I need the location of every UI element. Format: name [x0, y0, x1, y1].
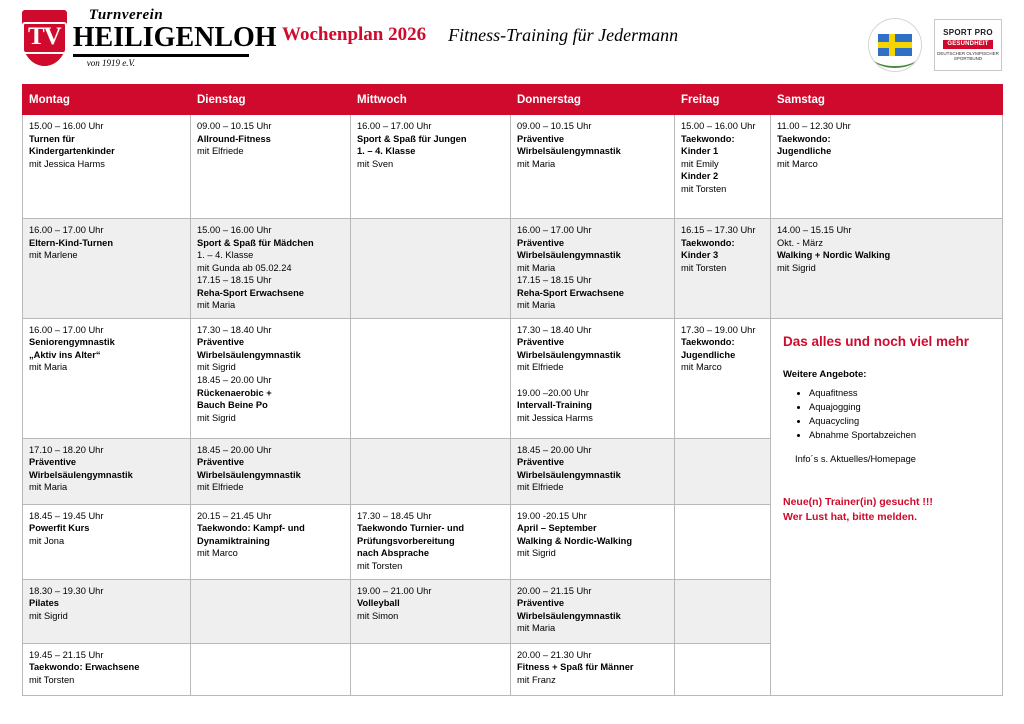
info-offers-list — [809, 387, 992, 443]
course-time-line: 19.00 -20.15 Uhr — [517, 510, 587, 521]
course-detail-line: Turnen für — [29, 133, 75, 144]
course-detail-line: Reha-Sport Erwachsene — [517, 287, 624, 298]
course-time-line: mit Maria — [517, 300, 556, 311]
certification-badges — [868, 8, 1002, 72]
course-time-line: mit Elfriede — [197, 482, 244, 493]
table-header-row — [23, 85, 1003, 115]
course-entry — [197, 444, 344, 494]
schedule-cell — [191, 643, 351, 695]
course-detail-line: Allround-Fitness — [197, 133, 271, 144]
course-time-line: mit Marco — [681, 362, 722, 373]
course-detail-line: Wirbelsäulengymnastik — [29, 469, 133, 480]
schedule-cell — [23, 219, 191, 319]
schedule-cell — [675, 318, 771, 438]
course-entry — [197, 224, 344, 312]
course-time-line: mit Maria — [517, 623, 556, 634]
page-subtitle: Fitness-Training für Jedermann — [448, 24, 679, 45]
info-panel-cell — [771, 318, 1003, 695]
course-time-line: mit Sigrid — [517, 548, 556, 559]
course-time-line: mit Jona — [29, 535, 65, 546]
course-time-line: 17.30 – 19.00 Uhr — [681, 324, 756, 335]
course-time-line: 19.00 – 21.00 Uhr — [357, 585, 432, 596]
sport-pro-gesundheit-badge — [934, 19, 1002, 71]
course-detail-line: Präventive — [517, 598, 565, 609]
logo-shield-icon — [22, 10, 67, 66]
course-detail-line: Walking & Nordic-Walking — [517, 535, 633, 546]
course-detail-line: Präventive — [517, 337, 565, 348]
schedule-cell — [675, 504, 771, 579]
course-detail-line: Kindergartenkinder — [29, 146, 115, 157]
course-time-line: mit Torsten — [681, 262, 727, 273]
course-detail-line: Taekwondo: — [777, 133, 831, 144]
schedule-cell — [675, 579, 771, 643]
column-header-donnerstag: Donnerstag — [511, 85, 675, 115]
table-row — [23, 115, 1003, 219]
schedule-cell — [191, 438, 351, 504]
schedule-cell — [191, 318, 351, 438]
course-entry — [517, 649, 668, 687]
course-time-line: mit Maria — [517, 158, 556, 169]
schedule-cell — [511, 504, 675, 579]
course-detail-line: nach Absprache — [357, 548, 429, 559]
course-detail-line: Pilates — [29, 598, 59, 609]
course-time-line: 17.30 – 18.40 Uhr — [517, 324, 592, 335]
course-detail-line: Taekwondo Turnier- und — [357, 523, 465, 534]
course-entry — [197, 120, 344, 158]
course-time-line: mit Maria — [197, 300, 236, 311]
schedule-cell — [675, 115, 771, 219]
schedule-cell — [771, 219, 1003, 319]
course-detail-line: „Aktiv ins Alter“ — [29, 349, 101, 360]
course-time-line: mit Maria — [29, 362, 68, 373]
schedule-cell — [351, 115, 511, 219]
course-time-line: 19.00 –20.00 Uhr — [517, 387, 589, 398]
course-detail-line: Präventive — [29, 457, 77, 468]
course-time-line: 17.30 – 18.45 Uhr — [357, 510, 432, 521]
table-row — [23, 219, 1003, 319]
course-time-line: mit Maria — [29, 482, 68, 493]
course-entry — [29, 444, 184, 494]
course-time-line: mit Torsten — [357, 561, 403, 572]
schedule-cell — [351, 219, 511, 319]
course-entry — [357, 120, 504, 170]
column-header-dienstag: Dienstag — [191, 85, 351, 115]
course-detail-line: Volleyball — [357, 598, 400, 609]
course-time-line: 16.00 – 17.00 Uhr — [357, 121, 432, 131]
course-detail-line: Kinder 3 — [681, 250, 719, 261]
course-time-line: mit Sigrid — [197, 362, 236, 373]
badge-sport-pro-label: SPORT PRO — [943, 28, 993, 38]
course-detail-line: Kinder 1 — [681, 146, 719, 157]
course-entry — [517, 585, 668, 635]
schedule-cell — [351, 318, 511, 438]
course-entry — [357, 585, 504, 623]
course-detail-line: Präventive — [517, 457, 565, 468]
info-homepage-note: Info´s s. Aktuelles/Homepage — [795, 453, 916, 464]
course-detail-line: Präventive — [517, 237, 565, 248]
course-entry — [777, 120, 996, 170]
course-detail-line: Präventive — [197, 457, 245, 468]
schedule-cell — [351, 438, 511, 504]
course-time-line: 15.00 – 16.00 Uhr — [197, 225, 272, 235]
course-time-line: mit Sigrid — [197, 412, 236, 423]
schedule-cell — [23, 318, 191, 438]
schedule-cell — [23, 579, 191, 643]
course-entry — [517, 324, 668, 424]
course-detail-line: Seniorengymnastik — [29, 337, 115, 348]
course-detail-line: Taekwondo: — [681, 237, 735, 248]
logo-name: HEILIGENLOH — [72, 22, 277, 53]
course-time-line: mit Elfriede — [517, 482, 564, 493]
course-detail-line: Wirbelsäulengymnastik — [517, 250, 621, 261]
course-entry — [681, 324, 764, 374]
course-entry — [517, 510, 668, 560]
schedule-cell — [351, 643, 511, 695]
logo-wordmark — [73, 8, 277, 68]
schedule-table-wrapper — [0, 84, 1024, 696]
course-detail-line: Wirbelsäulengymnastik — [517, 146, 621, 157]
course-time-line: 15.00 – 16.00 Uhr — [681, 121, 756, 131]
course-entry — [29, 120, 184, 170]
schedule-cell — [191, 504, 351, 579]
course-detail-line: Wirbelsäulengymnastik — [517, 610, 621, 621]
schedule-cell — [511, 115, 675, 219]
course-entry — [517, 444, 668, 494]
course-detail-line: Taekwondo: Erwachsene — [29, 662, 140, 673]
course-detail-line: Wirbelsäulengymnastik — [197, 469, 301, 480]
course-detail-line: Kinder 2 — [681, 171, 719, 182]
course-entry — [357, 510, 504, 573]
course-time-line: mit Marco — [197, 548, 238, 559]
course-time-line: 17.15 – 18.15 Uhr — [517, 275, 592, 286]
table-body — [23, 115, 1003, 696]
column-header-freitag: Freitag — [675, 85, 771, 115]
schedule-cell — [675, 438, 771, 504]
trainer-recruitment-note — [783, 495, 992, 525]
course-time-line: mit Franz — [517, 674, 556, 685]
course-time-line: 19.45 – 21.15 Uhr — [29, 649, 104, 660]
course-detail-line: Präventive — [197, 337, 245, 348]
course-time-line: 1. – 4. Klasse — [197, 250, 254, 261]
course-time-line: 18.45 – 20.00 Uhr — [197, 375, 272, 386]
course-time-line: mit Elfriede — [517, 362, 564, 373]
schedule-cell — [23, 438, 191, 504]
schedule-cell — [351, 504, 511, 579]
schedule-cell — [511, 643, 675, 695]
course-time-line: mit Marlene — [29, 250, 78, 261]
course-detail-line: Sport & Spaß für Jungen — [357, 133, 467, 144]
schedule-cell — [511, 318, 675, 438]
course-detail-line: Taekwondo: — [681, 133, 735, 144]
logo-divider — [73, 54, 249, 57]
seal-wreath-icon — [872, 46, 918, 68]
course-entry — [197, 510, 344, 560]
course-time-line: 16.00 – 17.00 Uhr — [29, 324, 104, 335]
schedule-cell — [511, 579, 675, 643]
course-detail-line: April – September — [517, 523, 597, 534]
course-entry — [681, 120, 764, 195]
logo-club-line: Turnverein — [88, 7, 164, 23]
course-entry — [29, 510, 184, 548]
course-time-line: mit Maria — [517, 262, 556, 273]
column-header-montag: Montag — [23, 85, 191, 115]
course-detail-line: Intervall-Training — [517, 400, 592, 411]
course-time-line: 17.30 – 18.40 Uhr — [197, 324, 272, 335]
course-time-line — [517, 374, 668, 387]
course-detail-line: Bauch Beine Po — [197, 400, 268, 411]
schedule-cell — [191, 115, 351, 219]
schedule-cell — [191, 219, 351, 319]
course-detail-line: Jugendliche — [681, 349, 736, 360]
course-time-line: 18.45 – 20.00 Uhr — [197, 444, 272, 455]
course-time-line: mit Torsten — [29, 674, 75, 685]
course-time-line: Okt. - März — [777, 237, 823, 248]
course-detail-line: Sport & Spaß für Mädchen — [197, 237, 314, 248]
list-item: • Abnahme Sportabzeichen — [809, 429, 992, 443]
logo-founded: von 1919 e.V. — [86, 58, 136, 68]
sport-quality-seal-icon — [868, 18, 922, 72]
course-detail-line: Fitness + Spaß für Männer — [517, 662, 634, 673]
course-time-line: 18.30 – 19.30 Uhr — [29, 585, 104, 596]
schedule-cell — [23, 504, 191, 579]
course-time-line: 18.45 – 19.45 Uhr — [29, 510, 104, 521]
badge-gesundheit-label: GESUNDHEIT — [943, 40, 992, 49]
course-detail-line: Eltern-Kind-Turnen — [29, 237, 114, 248]
course-entry — [29, 585, 184, 623]
course-entry — [29, 649, 184, 687]
course-time-line: mit Emily — [681, 158, 719, 169]
course-time-line: mit Jessica Harms — [29, 158, 105, 169]
list-item: • Aquajogging — [809, 401, 992, 415]
course-detail-line: Powerfit Kurs — [29, 523, 90, 534]
schedule-cell — [675, 219, 771, 319]
schedule-cell — [351, 579, 511, 643]
course-entry — [29, 324, 184, 374]
course-detail-line: Wirbelsäulengymnastik — [197, 349, 301, 360]
recruit-line-2: Wer Lust hat, bitte melden. — [783, 511, 917, 524]
course-time-line: 14.00 – 15.15 Uhr — [777, 225, 852, 235]
info-subheading: Weitere Angebote: — [783, 369, 867, 381]
course-time-line: 20.00 – 21.30 Uhr — [517, 649, 592, 660]
header-titles — [252, 8, 868, 46]
course-detail-line: 1. – 4. Klasse — [357, 146, 416, 157]
table-row — [23, 318, 1003, 438]
badge-dosb-label: DEUTSCHER OLYMPISCHER SPORTBUND — [937, 51, 999, 62]
list-item: • Aquafitness — [809, 387, 992, 401]
course-time-line: 09.00 – 10.15 Uhr — [517, 121, 592, 131]
course-detail-line: Jugendliche — [777, 146, 832, 157]
course-detail-line: Wirbelsäulengymnastik — [517, 469, 621, 480]
column-header-mittwoch: Mittwoch — [351, 85, 511, 115]
course-time-line: 20.15 – 21.45 Uhr — [197, 510, 272, 521]
weekly-schedule-table — [22, 84, 1003, 696]
schedule-cell — [511, 438, 675, 504]
schedule-cell — [771, 115, 1003, 219]
course-entry — [197, 324, 344, 424]
course-time-line: mit Torsten — [681, 183, 727, 194]
course-entry — [777, 224, 996, 274]
course-time-line: 16.00 – 17.00 Uhr — [29, 225, 104, 235]
course-detail-line: Walking + Nordic Walking — [777, 250, 891, 261]
course-detail-line: Prüfungsvorbereitung — [357, 535, 455, 546]
course-entry — [29, 224, 184, 262]
course-entry — [517, 120, 668, 170]
course-detail-line: Rückenaerobic + — [197, 387, 272, 398]
recruit-line-1: Neue(n) Trainer(in) gesucht !!! — [783, 496, 933, 509]
logo-mark-text: TV — [22, 22, 67, 53]
schedule-cell — [23, 643, 191, 695]
club-logo — [22, 7, 277, 68]
course-time-line: mit Elfriede — [197, 146, 244, 157]
course-time-line: 16.15 – 17.30 Uhr — [681, 225, 756, 235]
page-title: Wochenplan 2026 — [282, 24, 427, 45]
course-entry — [681, 224, 764, 274]
course-time-line: 15.00 – 16.00 Uhr — [29, 121, 104, 131]
column-header-samstag: Samstag — [771, 85, 1003, 115]
course-detail-line: Taekwondo: — [681, 337, 735, 348]
course-time-line: mit Sigrid — [29, 610, 68, 621]
course-time-line: 09.00 – 10.15 Uhr — [197, 121, 272, 131]
course-time-line: mit Sigrid — [777, 262, 816, 273]
course-time-line: mit Jessica Harms — [517, 412, 593, 423]
course-time-line: 11.00 – 12.30 Uhr — [777, 121, 851, 131]
course-time-line: 18.45 – 20.00 Uhr — [517, 444, 592, 455]
course-detail-line: Taekwondo: Kampf- und — [197, 523, 305, 534]
course-time-line: 20.00 – 21.15 Uhr — [517, 585, 592, 596]
list-item: • Aquacycling — [809, 415, 992, 429]
course-time-line: 16.00 – 17.00 Uhr — [517, 225, 592, 235]
course-time-line: mit Sven — [357, 158, 394, 169]
course-detail-line: Wirbelsäulengymnastik — [517, 349, 621, 360]
info-headline: Das alles und noch viel mehr — [783, 333, 970, 349]
course-time-line: 17.15 – 18.15 Uhr — [197, 275, 272, 286]
page-header — [0, 0, 1024, 84]
course-detail-line: Reha-Sport Erwachsene — [197, 287, 304, 298]
schedule-cell — [675, 643, 771, 695]
schedule-cell — [191, 579, 351, 643]
course-time-line: mit Marco — [777, 158, 818, 169]
course-detail-line: Dynamiktraining — [197, 535, 270, 546]
course-detail-line: Präventive — [517, 133, 565, 144]
course-time-line: mit Gunda ab 05.02.24 — [197, 262, 292, 273]
schedule-cell — [23, 115, 191, 219]
course-time-line: mit Simon — [357, 610, 399, 621]
course-time-line: 17.10 – 18.20 Uhr — [29, 444, 104, 455]
schedule-cell — [511, 219, 675, 319]
course-entry — [517, 224, 668, 312]
